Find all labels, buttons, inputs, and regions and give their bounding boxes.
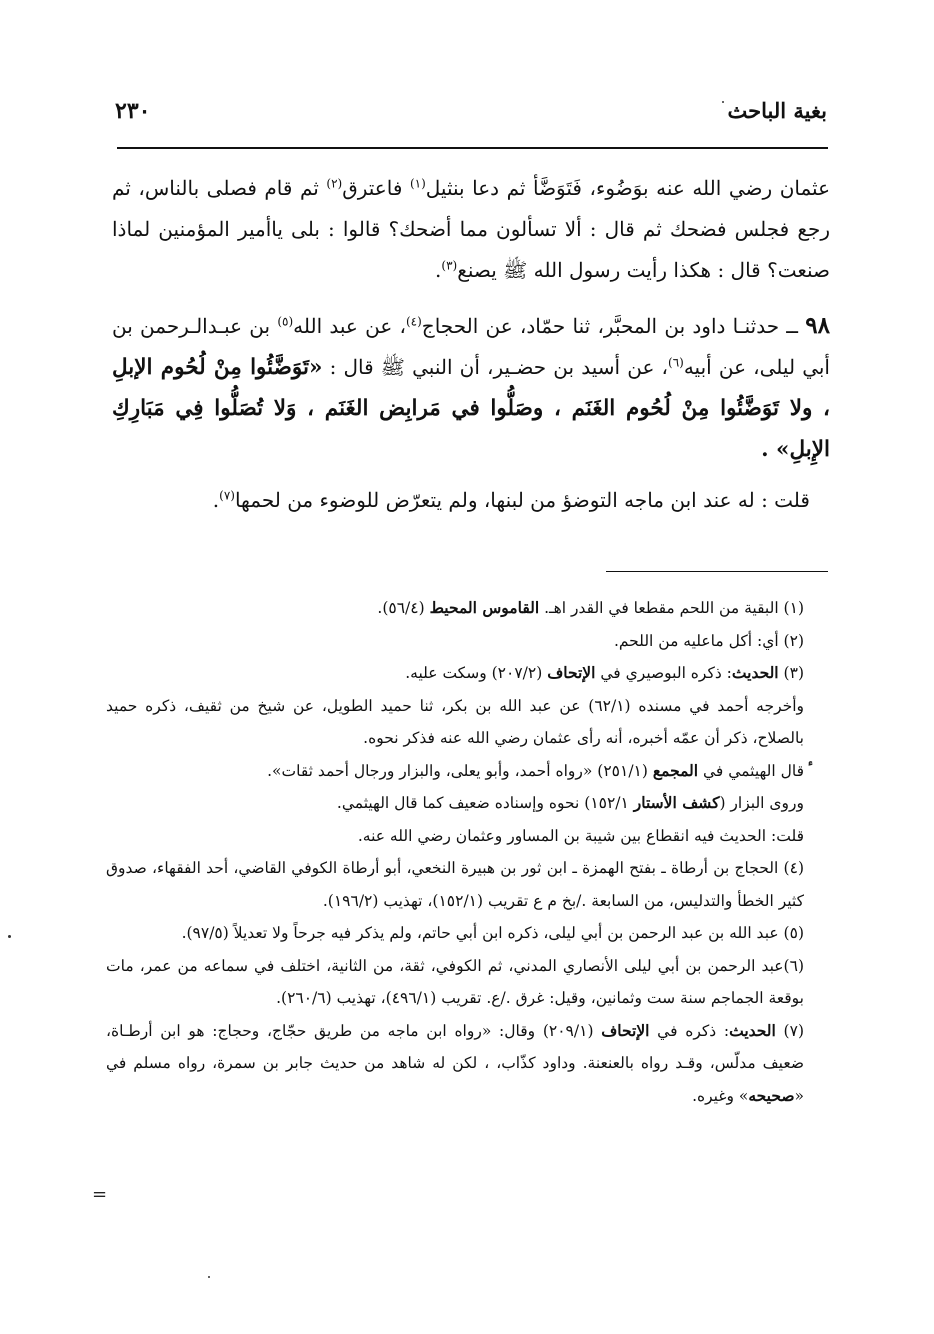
author-remark — [112, 480, 830, 521]
footnote-3-line-2: وأخرجه أحمد في مسنده (٦٢/١) عن عبد الله بن بكر، ثنا حميد الطويل، عن شيخ من ثقيف، ذكره حميد بالصلاح، ذكر أن عمّه أخبره، أنه رأى عثمان رضي الله عنه فذكر نحوه. — [106, 696, 804, 747]
footnote-ref: (٥) — [277, 314, 294, 329]
hadith-matn: «تَوَضَّئُوا مِنْ لُحُوم الإبلِ ، ولا تَوَضَّئُوا مِنْ لُحُوم الغَنَم ، وصَلُّوا في مَرابِض الغَنَم ، وَلا تُصَلُّوا فِي مَبَارِكِ الإِبلِ» . — [112, 355, 830, 462]
footnote-7 — [106, 1015, 828, 1113]
footnote-3-line-5: قلت: الحديث فيه انقطاع بين شيبة بن المساور وعثمان رضي الله عنه. — [357, 826, 804, 845]
footnote-3-line-3 — [106, 755, 828, 788]
hadith-98 — [112, 305, 830, 470]
bold-term: الحديث — [731, 663, 779, 682]
footnote-ref: (٢) — [326, 176, 343, 191]
footnote-ref: (٣) — [441, 258, 458, 273]
scan-speck — [8, 935, 11, 938]
text-run: : ذكره في — [649, 1021, 730, 1040]
text-run: (٥٦/٤). — [377, 599, 430, 617]
footnote-3-line-4 — [106, 787, 828, 820]
footnote-separator — [606, 571, 828, 572]
footnote-3 — [106, 657, 828, 690]
text-run: (٣) — [778, 664, 804, 682]
footnote-ref: (١) — [409, 176, 426, 191]
text-run: ثم قام فصلى بالناس، ثم رجع فجلس فضحك ثم قال : ألا تسألون مما أضحك؟ قالوا : بلى ياأمير المؤمنين لماذا صنعت؟ قال : هكذا رأيت رسول الله ﷺ يصنع — [112, 176, 830, 282]
footnote-5: (٥) عبد الله بن عبد الرحمن بن أبي ليلى، ذكره ابن أبي حاتم، ولم يذكر فيه جرحاً ولا تعديلاً (٩٧/٥). — [181, 924, 804, 942]
book-title: الإتحاف — [601, 1020, 650, 1040]
text-run: (٢٥١/١) «رواه أحمد، وأبو يعلى، والبزار ورجال أحمد ثقات». — [267, 761, 653, 780]
text-run: فاعترق — [342, 176, 410, 200]
book-title: صحيحه — [748, 1085, 795, 1105]
text-run: . — [212, 488, 220, 512]
text-run: ، عن عبد الله — [293, 314, 406, 338]
book-title: الإتحاف — [547, 663, 596, 682]
footnote-ref: (٦) — [668, 355, 684, 370]
footnote-4: (٤) الحجاج بن أرطاة ـ بفتح الهمزة ـ ابن ثور بن هبيرة النخعي، أبو أرطاة الكوفي القاضي، أحد الفقهاء، صدوق كثير الخطأ والتدليس، من السابعة ./بخ م ع تقريب (١٥٢/١)، تهذيب (١٩٦/٢). — [106, 859, 804, 910]
book-title: المجمع — [652, 760, 699, 780]
text-run: (١) البقية من اللحم مقطعا في القدر اهـ. — [539, 599, 804, 617]
footnote-6: (٦)عبد الرحمن بن أبي ليلى الأنصاري المدني، ثم الكوفي، ثقة، من الثانية، اختلف في سماعه من عمر، مات بوقعة الجماجم سنة ست وثمانين، وقيل: غرق ./ع. تقريب (٤٩٦/١)، تهذيب (٢٦٠/٦). — [106, 956, 804, 1007]
text-run: : ذكره البوصيري في — [595, 664, 732, 682]
book-title: كشف الأستار — [633, 793, 720, 812]
footnote-ref: (٤) — [405, 314, 422, 329]
page-header — [115, 98, 827, 128]
margin-mark-left: = — [92, 1184, 108, 1205]
bold-term: الحديث — [729, 1020, 776, 1040]
text-run: ــ حدثنـا داود بن المحبَّر، ثنا حمّاد، عن الحجاج — [421, 314, 806, 338]
footnotes — [106, 592, 828, 1112]
text-run: (٢٠٧/٢) وسكت عليه. — [405, 664, 548, 682]
text-run: قال الهيثمي في — [698, 761, 804, 780]
running-title: بغية الباحث — [727, 98, 827, 123]
text-run: ١٥٢/١) نحوه وإسناده ضعيف كما قال الهيثمي. — [336, 794, 634, 812]
paragraph-continuation — [112, 168, 830, 291]
footnote-2: (٢) أي: أكل ماعليه من اللحم. — [613, 631, 804, 650]
hadith-number: ٩٨ — [805, 312, 830, 339]
footnote-1 — [106, 592, 828, 625]
page-number: ٢٣٠ — [115, 98, 151, 124]
text-run: (٧) — [775, 1021, 804, 1040]
scan-speck — [722, 101, 724, 103]
text-run: » وغيره. — [692, 1086, 749, 1105]
text-run: عثمان رضي الله عنه بوَضُوء، فَتَوَضَّأ ثم دعا بنثيل — [425, 176, 831, 200]
text-run: بن عبـدالـرحمن بن أبي ليلى، عن أبيه — [112, 314, 830, 379]
main-text — [112, 168, 830, 521]
text-run: قلت : له عند ابن ماجه التوضؤ من لبنها، ولم يتعرّض للوضوء من لحمها — [234, 488, 810, 512]
text-run: (٢٠٩/١) وقال: «رواه ابن ماجه من طريق حجّاج، وحجاج: هو ابن أرطـاة، ضعيف مدلّس، وقـد رواه بالعنعنة. وداود كذّاب، ، لكن له شاهد من حديث جابر بن سمرة، رواه مسلم في « — [106, 1021, 804, 1105]
header-rule — [117, 147, 828, 149]
text-run: . — [435, 258, 442, 282]
text-run: ، عن أسيد بن حضـير، أن النبي ﷺ قال : — [322, 355, 668, 379]
book-title: القاموس المحيط — [429, 598, 540, 617]
scan-speck — [208, 1276, 210, 1278]
footnote-ref: (٧) — [219, 488, 235, 503]
text-run: وروى البزار ( — [719, 794, 804, 812]
